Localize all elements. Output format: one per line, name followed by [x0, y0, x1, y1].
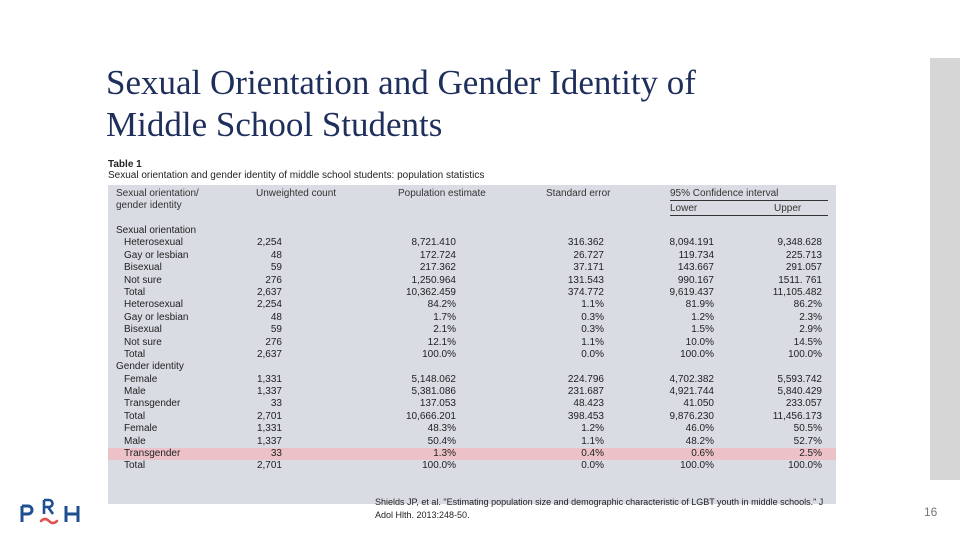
table-cell: 5,381.086: [411, 386, 456, 398]
table-cell: 1.3%: [433, 448, 456, 460]
table-cell: 100.0%: [680, 348, 714, 360]
table-cell: 2,637: [256, 286, 282, 298]
table-cell: 143.667: [677, 262, 714, 274]
table-cell: 5,840.429: [777, 386, 822, 398]
table-cell: 100.0%: [788, 348, 822, 360]
table-cell: 48: [270, 249, 282, 261]
row-label: Gay or lesbian: [124, 311, 189, 323]
table-cell: 48: [270, 311, 282, 323]
table-cell: 0.4%: [581, 448, 604, 460]
row-label: Total: [124, 460, 146, 472]
table-cell: 84.2%: [427, 299, 456, 311]
row-label: Bisexual: [124, 324, 162, 336]
table-cell: 26.727: [573, 249, 604, 261]
table-cell: 48.2%: [685, 435, 714, 447]
table-cell: 100.0%: [788, 460, 822, 472]
table-cell: 1,250.964: [411, 274, 456, 286]
row-label: Total: [124, 286, 146, 298]
table-row: [108, 337, 836, 349]
table-cell: 1511. 761: [778, 274, 822, 286]
row-label: Transgender: [124, 448, 181, 460]
table-cell: 37.171: [573, 262, 604, 274]
table-cell: 172.724: [419, 249, 456, 261]
table-cell: 100.0%: [680, 460, 714, 472]
table-cell: 0.3%: [581, 311, 604, 323]
table-cell: 11,456.173: [772, 410, 822, 422]
table-cell: 225.713: [785, 249, 822, 261]
table-row: [108, 448, 836, 460]
table-cell: 1,337: [256, 386, 282, 398]
table-cell: 86.2%: [793, 299, 822, 311]
table-row: [108, 262, 836, 274]
table-cell: 50.5%: [793, 423, 822, 435]
table-cell: 276: [265, 274, 282, 286]
table-cell: 46.0%: [685, 423, 714, 435]
section-heading: Sexual orientation: [116, 225, 197, 236]
row-label: Transgender: [124, 398, 181, 410]
table-cell: 10.0%: [685, 336, 714, 348]
table-cell: 33: [270, 448, 282, 460]
table-cell: 11,105.482: [772, 286, 822, 298]
table-cell: 100.0%: [422, 460, 456, 472]
table-cell: 52.7%: [793, 435, 822, 447]
table-cell: 81.9%: [685, 299, 714, 311]
table-row: [108, 423, 836, 435]
title-line-2: Middle School Students: [106, 105, 443, 144]
header-population-estimate: Population estimate: [398, 188, 486, 199]
section-heading-row: [108, 225, 836, 237]
table-cell: 33: [270, 398, 282, 410]
table-cell: 10,362.459: [405, 286, 456, 298]
prh-logo: [20, 494, 84, 528]
table-row: [108, 287, 836, 299]
row-label: Not sure: [124, 274, 162, 286]
table-cell: 14.5%: [793, 336, 822, 348]
slide-title: [106, 62, 806, 146]
header-lower: Lower: [670, 203, 698, 214]
table-cell: 59: [270, 324, 282, 336]
table-cell: 0.6%: [691, 448, 714, 460]
table-cell: 217.362: [419, 262, 456, 274]
row-label: Bisexual: [124, 262, 162, 274]
row-label: Total: [124, 348, 146, 360]
table-cell: 9,876.230: [669, 410, 714, 422]
table-row: [108, 386, 836, 398]
table-row: [108, 312, 836, 324]
table-row: [108, 275, 836, 287]
table-body: [108, 185, 836, 504]
header-unweighted-count: Unweighted count: [256, 188, 337, 199]
table-cell: 1.1%: [581, 299, 604, 311]
table-cell: 48.3%: [427, 423, 456, 435]
table-cell: 4,921.744: [669, 386, 714, 398]
row-label: Male: [124, 435, 146, 447]
section-heading-row: [108, 361, 836, 373]
table-cell: 1.2%: [691, 311, 714, 323]
row-label: Gay or lesbian: [124, 249, 189, 261]
ci-divider-bottom: [670, 215, 828, 216]
table-cell: 231.687: [567, 386, 604, 398]
header-standard-error: Standard error: [546, 188, 611, 199]
population-table: [108, 159, 836, 504]
table-cell: 2.1%: [433, 324, 456, 336]
table-cell: 276: [265, 336, 282, 348]
table-cell: 100.0%: [422, 348, 456, 360]
table-row: [108, 460, 836, 472]
table-row: [108, 237, 836, 249]
table-cell: 41.050: [683, 398, 714, 410]
row-label: Heterosexual: [124, 299, 183, 311]
table-cell: 5,593.742: [777, 373, 822, 385]
section-heading: Gender identity: [116, 361, 184, 373]
table-cell: 2,254: [256, 299, 282, 311]
table-cell: 0.0%: [581, 460, 604, 472]
table-cell: 131.543: [567, 274, 604, 286]
table-cell: 1.7%: [433, 311, 456, 323]
table-cell: 9,619.437: [669, 286, 714, 298]
header-confidence-interval: 95% Confidence interval: [670, 188, 779, 199]
table-cell: 12.1%: [427, 336, 456, 348]
table-cell: 990.167: [677, 274, 714, 286]
table-row: [108, 374, 836, 386]
table-cell: 137.053: [419, 398, 456, 410]
title-line-1: Sexual Orientation and Gender Identity of: [106, 63, 696, 102]
table-row: [108, 398, 836, 410]
table-cell: 0.3%: [581, 324, 604, 336]
table-cell: 224.796: [567, 373, 604, 385]
table-cell: 2.5%: [799, 448, 822, 460]
table-cell: 1.1%: [581, 336, 604, 348]
header-category-line-1: Sexual orientation/: [116, 188, 199, 199]
table-cell: 2,701: [256, 410, 282, 422]
row-label: Total: [124, 410, 146, 422]
table-cell: 9,348.628: [777, 237, 822, 249]
table-cell: 119.734: [678, 249, 714, 261]
table-row: [108, 324, 836, 336]
table-cell: 1.2%: [581, 423, 604, 435]
row-label: Female: [124, 373, 158, 385]
table-cell: 374.772: [567, 286, 604, 298]
table-cell: 2,701: [256, 460, 282, 472]
table-cell: 8,721.410: [411, 237, 456, 249]
table-cell: 398.453: [567, 410, 604, 422]
table-cell: 291.057: [785, 262, 822, 274]
table-cell: 59: [270, 262, 282, 274]
table-label: Table 1: [108, 159, 142, 170]
header-category: [116, 188, 199, 212]
table-row: [108, 349, 836, 361]
table-cell: 2,254: [256, 237, 282, 249]
table-cell: 1.5%: [691, 324, 714, 336]
table-cell: 5,148.062: [411, 373, 456, 385]
row-label: Heterosexual: [124, 237, 183, 249]
table-cell: 2.9%: [799, 324, 822, 336]
table-cell: 50.4%: [427, 435, 456, 447]
table-row: [108, 411, 836, 423]
table-cell: 10,666.201: [405, 410, 456, 422]
table-cell: 8,094.191: [669, 237, 714, 249]
table-cell: 1,331: [256, 423, 282, 435]
table-cell: 1,331: [256, 373, 282, 385]
table-row: [108, 250, 836, 262]
table-cell: 1,337: [256, 435, 282, 447]
table-rows: [108, 225, 836, 473]
table-cell: 316.362: [567, 237, 604, 249]
decorative-side-bar: [930, 58, 960, 480]
table-cell: 4,702.382: [669, 373, 714, 385]
table-cell: 0.0%: [581, 348, 604, 360]
table-caption: Sexual orientation and gender identity of middle school students: population statistics: [108, 170, 485, 181]
table-cell: 1.1%: [581, 435, 604, 447]
table-cell: 2,637: [256, 348, 282, 360]
table-row: [108, 436, 836, 448]
table-cell: 233.057: [785, 398, 822, 410]
ci-divider-top: [670, 200, 828, 201]
header-upper: Upper: [774, 203, 802, 214]
table-row: [108, 299, 836, 311]
page-number: 16: [924, 505, 938, 519]
row-label: Not sure: [124, 336, 162, 348]
row-label: Male: [124, 386, 146, 398]
table-cell: 2.3%: [799, 311, 822, 323]
row-label: Female: [124, 423, 158, 435]
citation: Shields JP, et al. "Estimating population size and demographic characteristic of LGBT youth in middle schools." J Adol Hlth. 2013:248-50.: [375, 497, 824, 520]
header-category-line-2: gender identity: [116, 200, 182, 211]
table-cell: 48.423: [573, 398, 604, 410]
